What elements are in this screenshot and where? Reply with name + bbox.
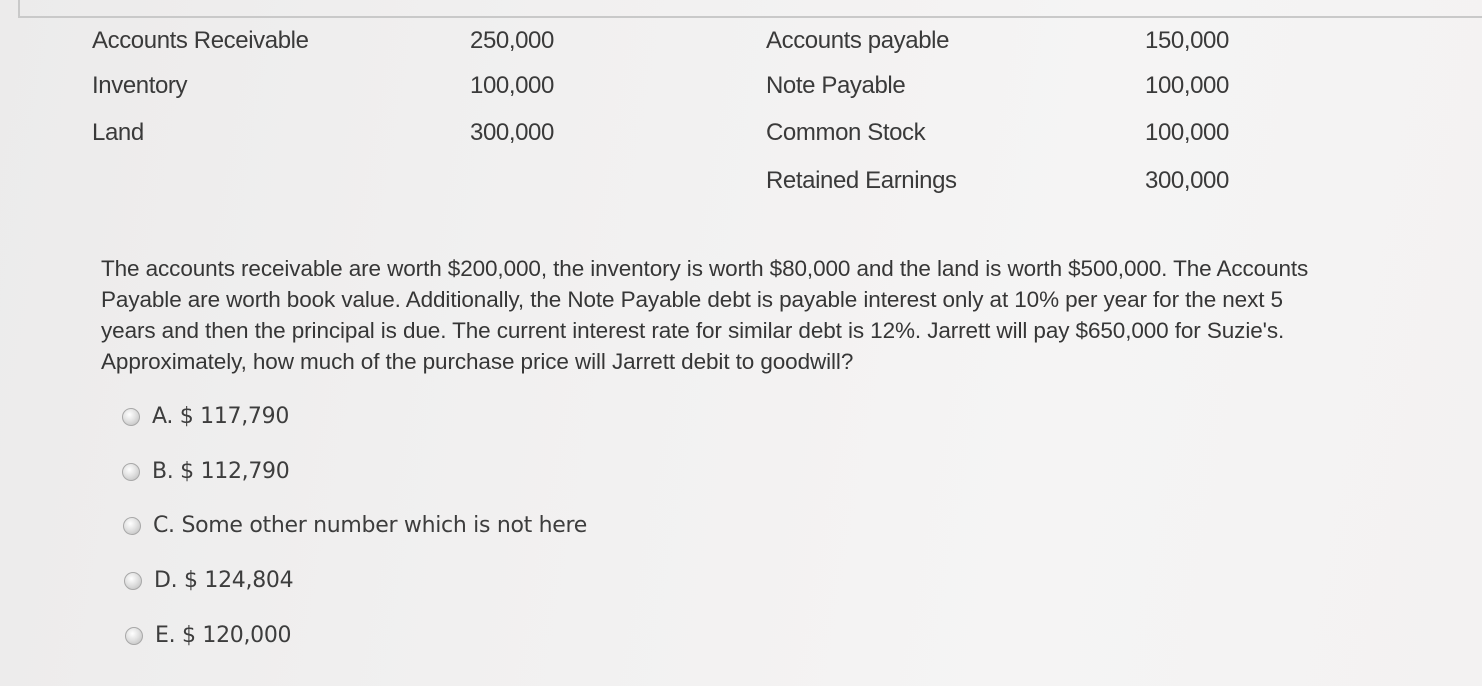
option-a[interactable] xyxy=(122,404,289,429)
asset-name: Accounts Receivable xyxy=(92,27,309,54)
liability-amount: 100,000 xyxy=(1145,72,1229,99)
asset-name: Inventory xyxy=(92,72,188,99)
option-e[interactable] xyxy=(125,623,291,648)
option-d[interactable] xyxy=(124,568,293,593)
question-text: The accounts receivable are worth $200,000, the inventory is worth $80,000 and the land is worth $500,000. The Accounts Payable are worth book value. Additionally, the Note Payable debt is payable interest only at 10% per year for the next 5 years and then the principal is due. The current interest rate for similar debt is 12%. Jarrett will pay $650,000 for Suzie's. Approximately, how much of the purchase price will Jarrett debit to goodwill? xyxy=(101,256,1309,374)
asset-amount: 300,000 xyxy=(470,119,554,146)
balance-sheet-table xyxy=(0,0,1482,210)
radio-button-icon[interactable] xyxy=(122,463,140,481)
option-label: A. $ 117,790 xyxy=(152,404,290,429)
radio-button-icon[interactable] xyxy=(123,517,141,535)
liability-amount: 150,000 xyxy=(1145,27,1229,54)
option-label: C. Some other number which is not here xyxy=(153,513,588,538)
equity-amount: 300,000 xyxy=(1145,167,1229,194)
liability-name: Accounts payable xyxy=(766,27,950,54)
option-c[interactable] xyxy=(123,513,587,538)
equity-name: Common Stock xyxy=(766,119,926,146)
asset-amount: 250,000 xyxy=(470,27,554,54)
asset-amount: 100,000 xyxy=(470,72,554,99)
option-label: B. $ 112,790 xyxy=(152,459,290,484)
option-b[interactable] xyxy=(122,459,289,484)
radio-button-icon[interactable] xyxy=(122,408,140,426)
liability-name: Note Payable xyxy=(766,72,906,99)
option-label: E. $ 120,000 xyxy=(155,623,292,648)
asset-name: Land xyxy=(92,119,144,146)
radio-button-icon[interactable] xyxy=(125,627,143,645)
option-label: D. $ 124,804 xyxy=(154,568,294,593)
equity-amount: 100,000 xyxy=(1145,119,1229,146)
equity-name: Retained Earnings xyxy=(766,167,957,194)
radio-button-icon[interactable] xyxy=(124,572,142,590)
